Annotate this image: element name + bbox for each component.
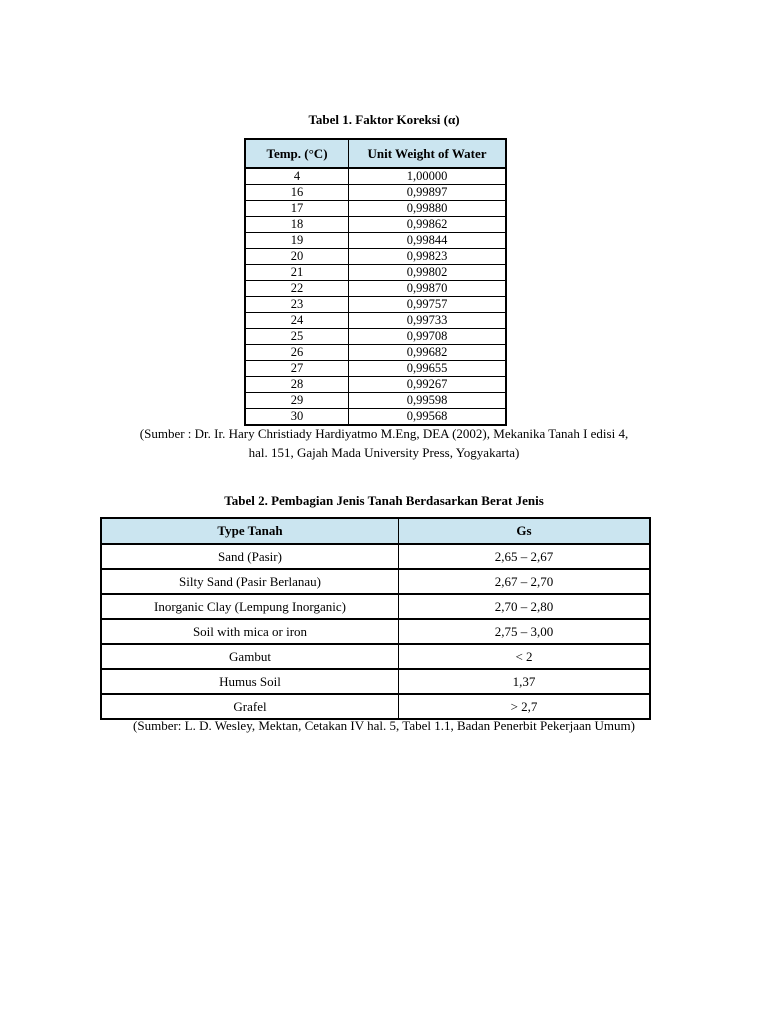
table-cell: 29 — [245, 393, 349, 409]
table-row — [101, 619, 650, 644]
table-cell: 0,99757 — [349, 297, 507, 313]
table-cell: 0,99870 — [349, 281, 507, 297]
table-row — [101, 669, 650, 694]
table1-source — [60, 424, 708, 462]
table-cell: 0,99568 — [349, 409, 507, 426]
correction-factor-table — [244, 138, 507, 426]
column-header-soil-type: Type Tanah — [101, 518, 399, 544]
table-row — [245, 345, 506, 361]
correction-factor-table-body — [245, 168, 506, 425]
table-row — [245, 168, 506, 185]
table-row — [245, 265, 506, 281]
table-header-row — [245, 139, 506, 168]
table-cell: 18 — [245, 217, 349, 233]
table-cell: 16 — [245, 185, 349, 201]
table-cell: 26 — [245, 345, 349, 361]
table-cell: 19 — [245, 233, 349, 249]
soil-type-table-body — [101, 544, 650, 719]
table-cell: 0,99682 — [349, 345, 507, 361]
table-cell: 21 — [245, 265, 349, 281]
table1-source-line1: (Sumber : Dr. Ir. Hary Christiady Hardiyatmo M.Eng, DEA (2002), Mekanika Tanah I edisi 4, — [139, 426, 629, 441]
table-cell: Silty Sand (Pasir Berlanau) — [101, 569, 399, 594]
table-cell: 1,37 — [399, 669, 651, 694]
table-row — [245, 377, 506, 393]
table-row — [245, 393, 506, 409]
table1-caption: Tabel 1. Faktor Koreksi (α) — [308, 112, 460, 127]
table-cell: 24 — [245, 313, 349, 329]
table2-source: (Sumber: L. D. Wesley, Mektan, Cetakan IV hal. 5, Tabel 1.1, Badan Penerbit Pekerjaan Umum) — [133, 718, 635, 733]
table-cell: 22 — [245, 281, 349, 297]
table-cell: 0,99802 — [349, 265, 507, 281]
table-cell: 0,99897 — [349, 185, 507, 201]
column-header-gs: Gs — [399, 518, 651, 544]
table-cell: 4 — [245, 168, 349, 185]
table-cell: 25 — [245, 329, 349, 345]
table-cell: 23 — [245, 297, 349, 313]
soil-type-table — [100, 517, 651, 720]
table-cell: 28 — [245, 377, 349, 393]
table-cell: 0,99880 — [349, 201, 507, 217]
table-cell: 0,99862 — [349, 217, 507, 233]
table-row — [245, 409, 506, 426]
table-cell: 0,99708 — [349, 329, 507, 345]
table-cell: > 2,7 — [399, 694, 651, 719]
table-cell: 0,99733 — [349, 313, 507, 329]
table-row — [245, 361, 506, 377]
table-row — [245, 201, 506, 217]
table-row — [245, 281, 506, 297]
column-header-unit-weight: Unit Weight of Water — [349, 139, 507, 168]
table2-caption: Tabel 2. Pembagian Jenis Tanah Berdasarkan Berat Jenis — [224, 493, 544, 508]
table-cell: Humus Soil — [101, 669, 399, 694]
table-cell: 27 — [245, 361, 349, 377]
table-row — [245, 217, 506, 233]
table-cell: 0,99267 — [349, 377, 507, 393]
table-cell: 2,67 – 2,70 — [399, 569, 651, 594]
table-cell: 30 — [245, 409, 349, 426]
table-row — [101, 594, 650, 619]
table-row — [245, 329, 506, 345]
table-cell: 0,99655 — [349, 361, 507, 377]
column-header-temp: Temp. (°C) — [245, 139, 349, 168]
table-row — [245, 297, 506, 313]
table-row — [101, 644, 650, 669]
table-cell: 0,99823 — [349, 249, 507, 265]
table-cell: 17 — [245, 201, 349, 217]
table1-source-line2: hal. 151, Gajah Mada University Press, Yogyakarta) — [248, 445, 520, 460]
table-cell: Inorganic Clay (Lempung Inorganic) — [101, 594, 399, 619]
table-cell: 2,75 – 3,00 — [399, 619, 651, 644]
table-cell: 20 — [245, 249, 349, 265]
table-cell: Sand (Pasir) — [101, 544, 399, 569]
table-cell: 0,99844 — [349, 233, 507, 249]
table-cell: < 2 — [399, 644, 651, 669]
table-cell: 1,00000 — [349, 168, 507, 185]
table-header-row — [101, 518, 650, 544]
table-cell: 2,70 – 2,80 — [399, 594, 651, 619]
table-cell: Gambut — [101, 644, 399, 669]
table-cell: Soil with mica or iron — [101, 619, 399, 644]
table-row — [245, 249, 506, 265]
table-row — [245, 233, 506, 249]
table-row — [101, 544, 650, 569]
table-cell: 2,65 – 2,67 — [399, 544, 651, 569]
table-row — [101, 569, 650, 594]
table-cell: 0,99598 — [349, 393, 507, 409]
table-row — [245, 313, 506, 329]
table-cell: Grafel — [101, 694, 399, 719]
table-row — [245, 185, 506, 201]
